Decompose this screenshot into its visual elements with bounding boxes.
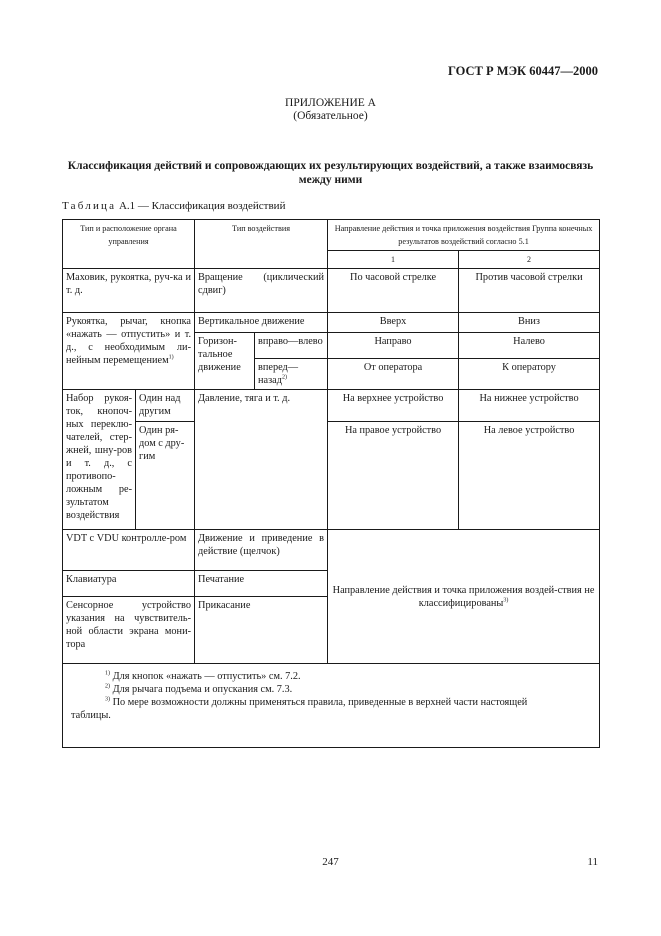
row2-fwd-back xyxy=(255,359,328,390)
header-organ: Тип и расположение органа управления xyxy=(63,220,195,269)
row5-impact: Печатание xyxy=(195,571,328,597)
row3-sub1-dir2: На нижнее устройство xyxy=(459,390,600,422)
note-3-continuation: таблицы. xyxy=(71,710,111,721)
row6-impact: Прикасание xyxy=(195,597,328,664)
classification-table xyxy=(62,219,600,748)
caption-prefix: Таблица xyxy=(62,200,117,212)
unclassified-text: Направление действия и точка приложения воздей-ствия не классифицированы xyxy=(332,584,595,609)
appendix-title-block xyxy=(0,97,661,123)
row3-sub2: Один ря-дом с дру-гим xyxy=(136,422,195,530)
row3-impact: Давление, тяга и т. д. xyxy=(195,390,328,530)
row2-vertical-dir1: Вверх xyxy=(328,313,459,333)
row2-fwd-back-dir1: От оператора xyxy=(328,359,459,390)
caption-text: А.1 — Классификация воздействий xyxy=(118,200,286,212)
header-col-2: 2 xyxy=(459,251,600,269)
row1-impact: Вращение (циклический сдвиг) xyxy=(195,269,328,313)
row2-organ xyxy=(63,313,195,390)
header-impact: Тип воздействия xyxy=(195,220,328,269)
table-caption xyxy=(62,200,285,212)
document-code: ГОСТ Р МЭК 60447—2000 xyxy=(448,64,598,78)
row2-organ-note: 1) xyxy=(168,354,174,361)
note-3-mark: 3) xyxy=(105,696,110,703)
row2-fwd-back-text: вперед—назад xyxy=(258,362,299,386)
row3-sub1-dir1: На верхнее устройство xyxy=(328,390,459,422)
note-2-mark: 2) xyxy=(105,683,110,690)
section-heading xyxy=(62,159,599,187)
row6-organ: Сенсорное устройство указания на чувствитель-ной области экрана мони-тора xyxy=(63,597,195,664)
appendix-subtitle: (Обязательное) xyxy=(293,110,368,122)
row1-dir1: По часовой стрелке xyxy=(328,269,459,313)
table-notes xyxy=(63,664,600,748)
row4-impact: Движение и приведение в действие (щелчок) xyxy=(195,530,328,571)
row2-right-left: вправо—влево xyxy=(255,333,328,359)
row2-right-left-dir2: Налево xyxy=(459,333,600,359)
row1-dir2: Против часовой стрелки xyxy=(459,269,600,313)
row3-organ: Набор рукоя-ток, кнопоч-ных переклю-чателей, стер-жней, шну-ров и т. д., с противопо-ложным ре-зультатом воздействия xyxy=(63,390,136,530)
appendix-title: ПРИЛОЖЕНИЕ А xyxy=(285,97,376,109)
sheet-number: 11 xyxy=(587,856,598,868)
page-number: 247 xyxy=(322,856,339,868)
note-1-text: Для кнопок «нажать — отпустить» см. 7.2. xyxy=(112,671,301,682)
row2-organ-text: Рукоятка, рычаг, кнопка «нажать — отпустить» и т. д., с необходимым ли-нейным перемещением xyxy=(66,316,192,366)
heading-line-1: Классификация действий и сопровождающих их результирующих воздействий, а также взаимосвязь xyxy=(67,160,594,172)
row3-sub2-dir2: На левое устройство xyxy=(459,422,600,530)
note-1 xyxy=(71,670,591,683)
row2-right-left-dir1: Направо xyxy=(328,333,459,359)
row2-vertical: Вертикальное движение xyxy=(195,313,328,333)
row3-sub1: Один над другим xyxy=(136,390,195,422)
row2-fwd-back-dir2: К оператору xyxy=(459,359,600,390)
row2-vertical-dir2: Вниз xyxy=(459,313,600,333)
note-3 xyxy=(71,696,591,709)
header-col-1: 1 xyxy=(328,251,459,269)
heading-line-2: между ними xyxy=(298,174,363,186)
note-1-mark: 1) xyxy=(105,670,110,677)
header-direction: Направление действия и точка приложения воздействия Группа конечных результатов воздействий согласно 5.1 xyxy=(328,220,600,251)
note-3-text: По мере возможности должны применяться правила, приведенные в верхней части настоящей xyxy=(112,697,528,708)
row1-organ: Маховик, рукоятка, руч-ка и т. д. xyxy=(63,269,195,313)
row3-sub2-dir1: На правое устройство xyxy=(328,422,459,530)
note-2 xyxy=(71,683,591,696)
unclassified-note: 3) xyxy=(503,597,509,604)
row2-fwd-back-note: 2) xyxy=(281,374,287,381)
note-2-text: Для рычага подъема и опускания см. 7.3. xyxy=(112,684,293,695)
unclassified-cell xyxy=(328,530,600,664)
row4-organ: VDT с VDU контролле-ром xyxy=(63,530,195,571)
row5-organ: Клавиатура xyxy=(63,571,195,597)
row2-horizontal: Горизон-тальное движение xyxy=(195,333,255,390)
